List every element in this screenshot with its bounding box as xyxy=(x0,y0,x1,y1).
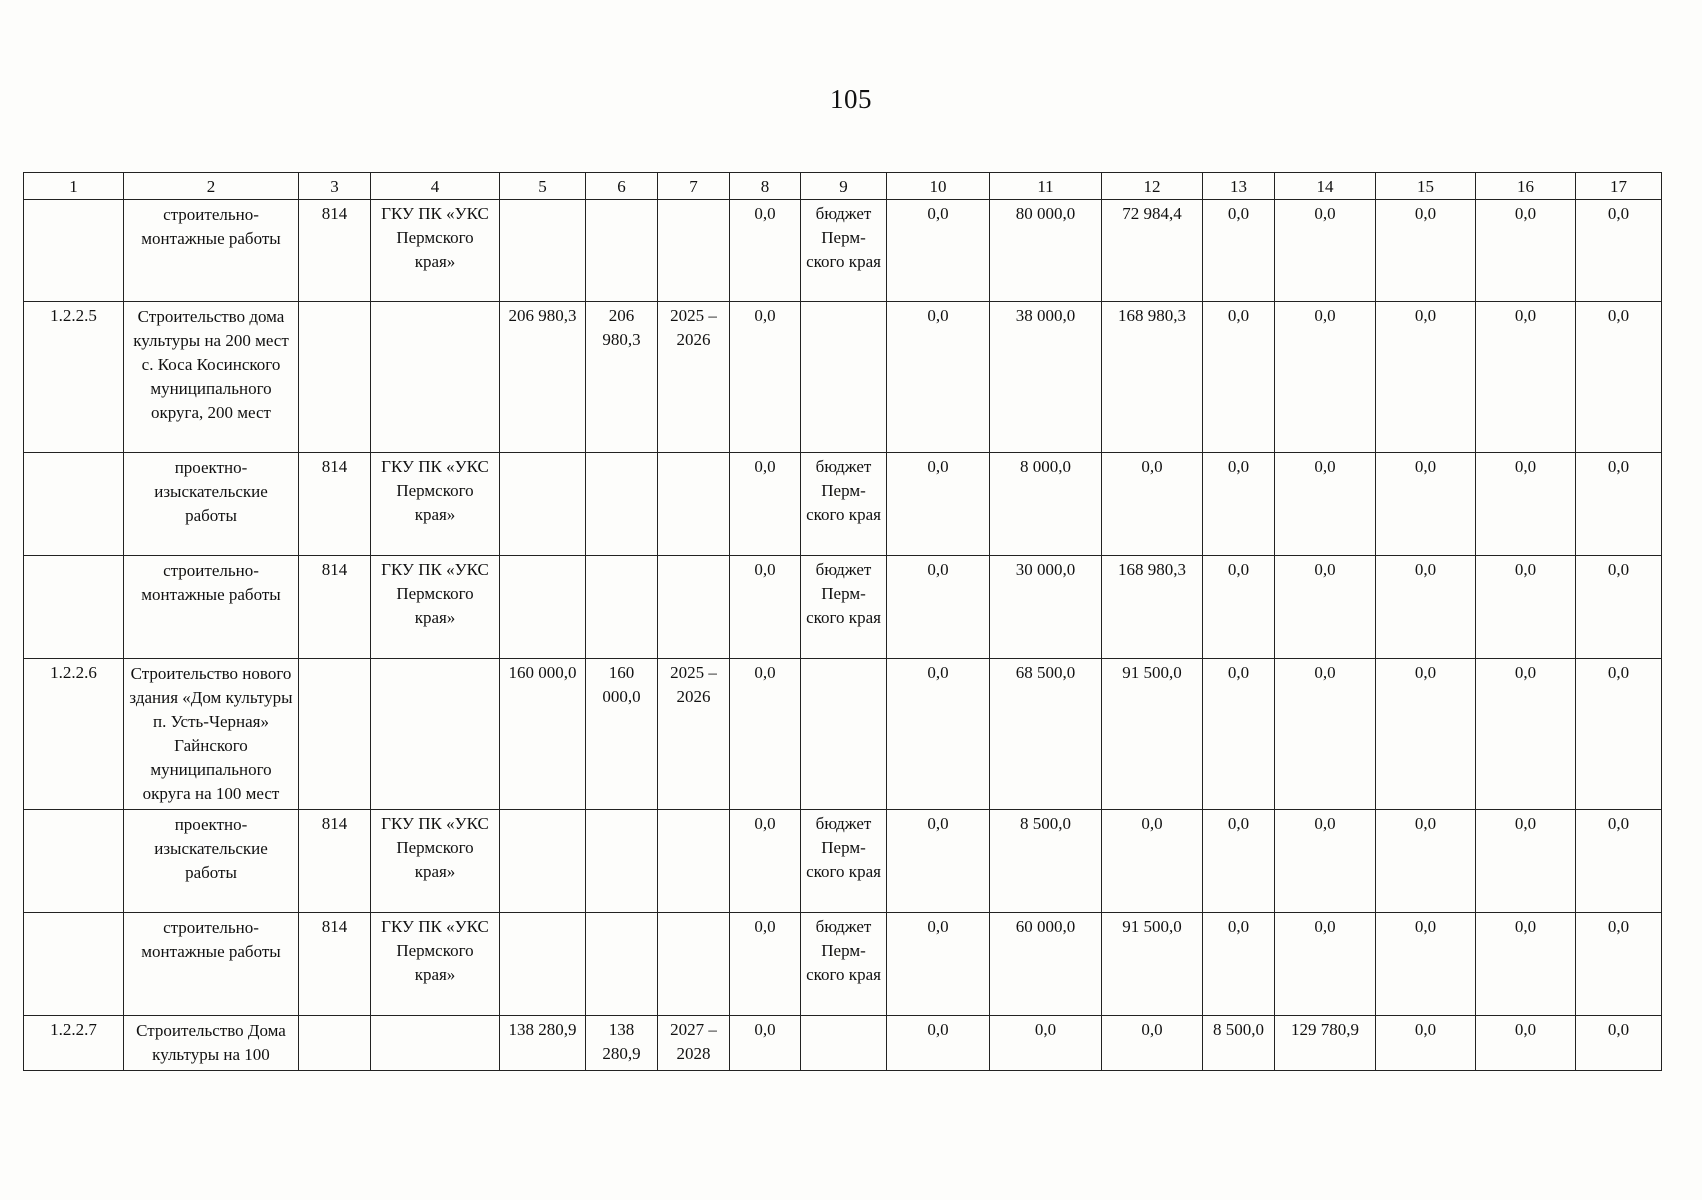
table-cell: 0,0 xyxy=(1476,913,1576,1016)
item-number-cell xyxy=(24,453,124,556)
table-cell xyxy=(658,913,730,1016)
table-cell: ГКУ ПК «УКС Пермского края» xyxy=(371,200,500,302)
table-cell: 0,0 xyxy=(1376,200,1476,302)
table-cell: ГКУ ПК «УКС Пермского края» xyxy=(371,810,500,913)
table-cell: 0,0 xyxy=(1203,913,1275,1016)
table-cell xyxy=(500,556,586,659)
table-cell: 0,0 xyxy=(1576,913,1662,1016)
table-cell: 0,0 xyxy=(1275,659,1376,810)
table-cell: 0,0 xyxy=(1275,302,1376,453)
table-cell: 0,0 xyxy=(1476,302,1576,453)
table-cell: 206 980,3 xyxy=(500,302,586,453)
table-cell: 0,0 xyxy=(730,1016,801,1071)
table-cell: ГКУ ПК «УКС Пермского края» xyxy=(371,556,500,659)
table-cell: 0,0 xyxy=(1102,810,1203,913)
table-cell xyxy=(658,556,730,659)
table-cell: 0,0 xyxy=(1476,453,1576,556)
table-cell: 0,0 xyxy=(1376,453,1476,556)
table-cell: 72 984,4 xyxy=(1102,200,1203,302)
table-cell: 0,0 xyxy=(1576,556,1662,659)
table-cell: ГКУ ПК «УКС Пермского края» xyxy=(371,913,500,1016)
table-cell xyxy=(801,659,887,810)
table-cell xyxy=(586,556,658,659)
table-cell: 0,0 xyxy=(1576,453,1662,556)
item-number-cell: 1.2.2.5 xyxy=(24,302,124,453)
table-cell xyxy=(500,200,586,302)
table-cell: 30 000,0 xyxy=(990,556,1102,659)
table-cell: бюджет Перм-ского края xyxy=(801,810,887,913)
table-cell: 0,0 xyxy=(730,200,801,302)
table-cell: 0,0 xyxy=(1275,913,1376,1016)
table-cell: 0,0 xyxy=(1476,659,1576,810)
table-cell: 0,0 xyxy=(1576,810,1662,913)
table-cell: 138 280,9 xyxy=(500,1016,586,1071)
header-cell: 8 xyxy=(730,173,801,200)
header-cell: 2 xyxy=(124,173,299,200)
table-cell: 2025 – 2026 xyxy=(658,659,730,810)
table-cell xyxy=(371,1016,500,1071)
table-cell: 0,0 xyxy=(730,453,801,556)
table-cell: бюджет Перм-ского края xyxy=(801,913,887,1016)
table-cell: бюджет Перм-ского края xyxy=(801,453,887,556)
table-cell: 0,0 xyxy=(1203,453,1275,556)
table-cell xyxy=(586,453,658,556)
budget-table xyxy=(23,172,1662,1071)
header-cell: 17 xyxy=(1576,173,1662,200)
table-cell: 0,0 xyxy=(887,659,990,810)
item-name-cell: строительно-монтажные работы xyxy=(124,200,299,302)
header-cell: 15 xyxy=(1376,173,1476,200)
header-cell: 12 xyxy=(1102,173,1203,200)
table-cell xyxy=(586,810,658,913)
table-cell: 168 980,3 xyxy=(1102,556,1203,659)
table-cell: 0,0 xyxy=(1576,302,1662,453)
table-cell: 0,0 xyxy=(1203,200,1275,302)
table-cell xyxy=(658,453,730,556)
table-cell: 0,0 xyxy=(730,302,801,453)
item-name-cell: строительно-монтажные работы xyxy=(124,556,299,659)
header-cell: 10 xyxy=(887,173,990,200)
table-cell: 2027 – 2028 xyxy=(658,1016,730,1071)
table-cell xyxy=(299,659,371,810)
table-cell: 206 980,3 xyxy=(586,302,658,453)
table-cell: 2025 – 2026 xyxy=(658,302,730,453)
table-cell: 0,0 xyxy=(1102,453,1203,556)
item-name-cell: Строительство дома культуры на 200 мест с. Коса Косинского муниципального округа, 200 мест xyxy=(124,302,299,453)
page-number: 105 xyxy=(830,84,872,114)
table-cell: 0,0 xyxy=(887,556,990,659)
item-name-cell: строительно-монтажные работы xyxy=(124,913,299,1016)
table-cell xyxy=(299,302,371,453)
table-cell xyxy=(299,1016,371,1071)
table-cell: 168 980,3 xyxy=(1102,302,1203,453)
header-cell: 3 xyxy=(299,173,371,200)
item-name-cell: Строительство нового здания «Дом культуры п. Усть-Черная» Гайнского муниципального округа на 100 мест xyxy=(124,659,299,810)
table-cell: 8 000,0 xyxy=(990,453,1102,556)
table-cell xyxy=(371,302,500,453)
table-cell: 0,0 xyxy=(887,913,990,1016)
table-cell xyxy=(500,810,586,913)
item-number-cell xyxy=(24,200,124,302)
table-cell: 814 xyxy=(299,453,371,556)
table-cell: 91 500,0 xyxy=(1102,913,1203,1016)
item-name-cell: Строительство Дома культуры на 100 xyxy=(124,1016,299,1071)
table-cell: бюджет Перм-ского края xyxy=(801,556,887,659)
table-cell: 0,0 xyxy=(1203,556,1275,659)
table-cell xyxy=(586,913,658,1016)
table-cell: 129 780,9 xyxy=(1275,1016,1376,1071)
header-cell: 5 xyxy=(500,173,586,200)
table-row xyxy=(24,659,1662,810)
table-cell: 0,0 xyxy=(1203,659,1275,810)
table-cell: 0,0 xyxy=(887,453,990,556)
header-cell: 7 xyxy=(658,173,730,200)
table-cell: 0,0 xyxy=(887,200,990,302)
table-cell: 0,0 xyxy=(1476,556,1576,659)
item-number-cell xyxy=(24,810,124,913)
table-cell xyxy=(658,200,730,302)
table-cell: 0,0 xyxy=(1203,810,1275,913)
header-cell: 6 xyxy=(586,173,658,200)
table-cell: 814 xyxy=(299,200,371,302)
table-cell xyxy=(801,302,887,453)
table-cell: 38 000,0 xyxy=(990,302,1102,453)
table-row xyxy=(24,913,1662,1016)
table-cell: 160 000,0 xyxy=(586,659,658,810)
header-cell: 9 xyxy=(801,173,887,200)
table-cell: 0,0 xyxy=(1476,810,1576,913)
header-row xyxy=(24,173,1662,200)
table-row xyxy=(24,1016,1662,1071)
table-cell: 0,0 xyxy=(1275,200,1376,302)
table-cell: 160 000,0 xyxy=(500,659,586,810)
header-cell: 14 xyxy=(1275,173,1376,200)
table-cell: 0,0 xyxy=(1576,659,1662,810)
table-cell: 8 500,0 xyxy=(990,810,1102,913)
table-row xyxy=(24,453,1662,556)
table-cell: 0,0 xyxy=(1376,810,1476,913)
header-cell: 1 xyxy=(24,173,124,200)
table-cell: 0,0 xyxy=(1476,200,1576,302)
table-cell: 0,0 xyxy=(990,1016,1102,1071)
header-cell: 13 xyxy=(1203,173,1275,200)
table-cell: 0,0 xyxy=(1576,1016,1662,1071)
table-cell: 814 xyxy=(299,556,371,659)
item-number-cell xyxy=(24,913,124,1016)
item-name-cell: проектно-изыскательские работы xyxy=(124,453,299,556)
header-cell: 16 xyxy=(1476,173,1576,200)
table-cell: 0,0 xyxy=(1576,200,1662,302)
table-cell: 0,0 xyxy=(887,302,990,453)
table-cell: 0,0 xyxy=(1275,810,1376,913)
table-cell: 60 000,0 xyxy=(990,913,1102,1016)
table-row xyxy=(24,556,1662,659)
table-cell: 0,0 xyxy=(1376,556,1476,659)
table-cell: 68 500,0 xyxy=(990,659,1102,810)
table-cell: 8 500,0 xyxy=(1203,1016,1275,1071)
table-row xyxy=(24,810,1662,913)
table-cell: 0,0 xyxy=(887,1016,990,1071)
item-number-cell: 1.2.2.6 xyxy=(24,659,124,810)
header-cell: 11 xyxy=(990,173,1102,200)
table-cell: 0,0 xyxy=(1376,659,1476,810)
table-cell: 0,0 xyxy=(1376,302,1476,453)
table-cell: 0,0 xyxy=(1102,1016,1203,1071)
table-cell: 0,0 xyxy=(1376,913,1476,1016)
table-cell: 0,0 xyxy=(1275,556,1376,659)
table-cell: 0,0 xyxy=(1275,453,1376,556)
table-cell: 138 280,9 xyxy=(586,1016,658,1071)
table-cell: 0,0 xyxy=(1376,1016,1476,1071)
table-cell xyxy=(500,453,586,556)
table-cell: 0,0 xyxy=(730,556,801,659)
table-row xyxy=(24,302,1662,453)
table-cell: 814 xyxy=(299,810,371,913)
table-cell: 80 000,0 xyxy=(990,200,1102,302)
table-cell: 0,0 xyxy=(1476,1016,1576,1071)
table-cell xyxy=(500,913,586,1016)
table-row xyxy=(24,200,1662,302)
item-number-cell: 1.2.2.7 xyxy=(24,1016,124,1071)
table-cell xyxy=(658,810,730,913)
table-cell xyxy=(801,1016,887,1071)
item-number-cell xyxy=(24,556,124,659)
table-cell: 91 500,0 xyxy=(1102,659,1203,810)
table-cell: 814 xyxy=(299,913,371,1016)
table-cell: 0,0 xyxy=(730,810,801,913)
table-cell: 0,0 xyxy=(887,810,990,913)
table-cell: 0,0 xyxy=(730,659,801,810)
table-cell: ГКУ ПК «УКС Пермского края» xyxy=(371,453,500,556)
table-cell: 0,0 xyxy=(1203,302,1275,453)
header-cell: 4 xyxy=(371,173,500,200)
item-name-cell: проектно-изыскательские работы xyxy=(124,810,299,913)
table-cell: 0,0 xyxy=(730,913,801,1016)
table-cell xyxy=(371,659,500,810)
table-cell xyxy=(586,200,658,302)
table-cell: бюджет Перм-ского края xyxy=(801,200,887,302)
